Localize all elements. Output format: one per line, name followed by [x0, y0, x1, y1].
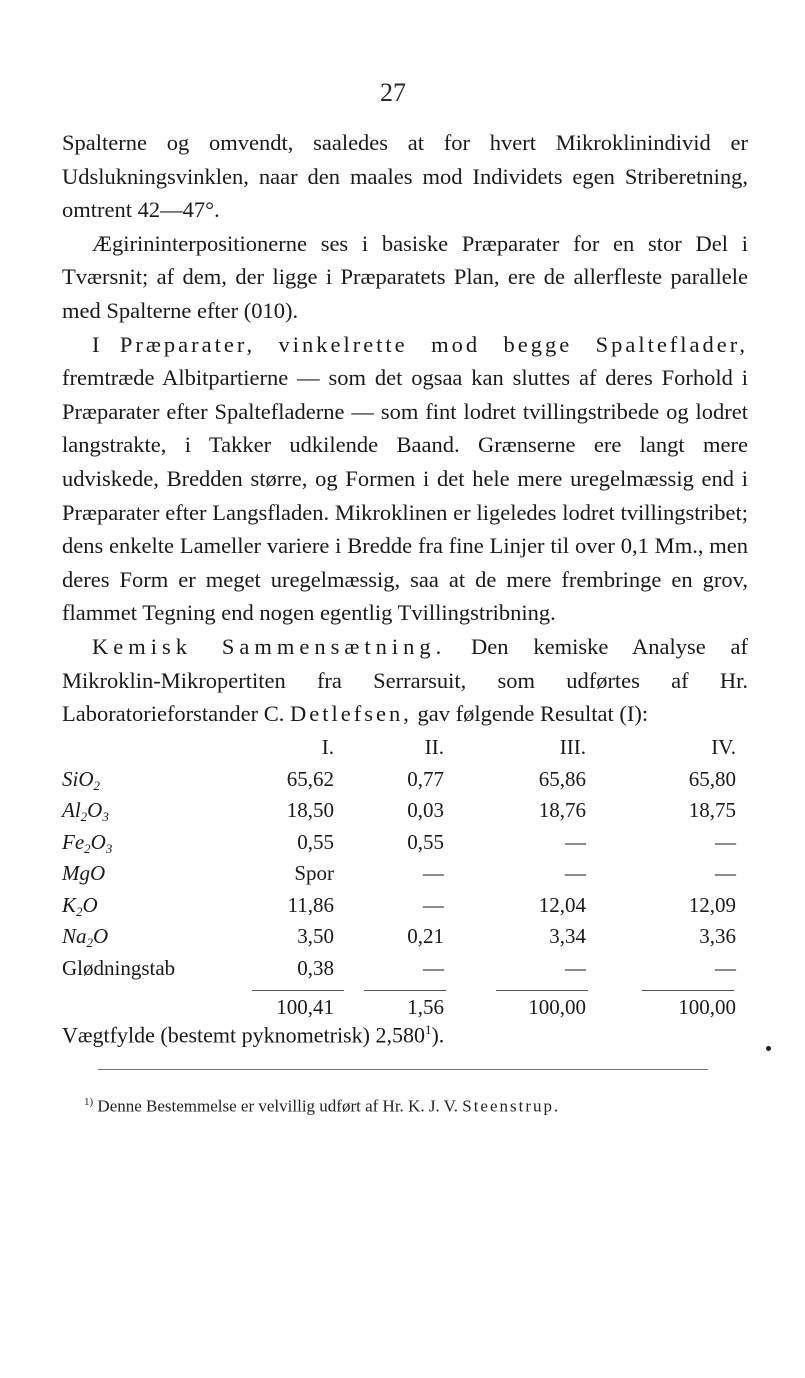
paragraph-segment: fremtræde Albitpartierne — som det ogsaa kan sluttes af deres Forhold i Præparater efter Spaltefladerne — som fint lodret tvillingstribede og lodret langstrakte, i Takker udkilende Baand. Grænserne ere langt mere udviskede, Bredden større, og Formen i det hele mere uregelmæssig end i Præparater efter Langsfladen. Mikroklinen er ligeledes lodret tvillingstribet; dens enkelte Lameller variere i Bredde fra fine Linjer til over 0,1 Mm., men deres Form er meget uregelmæssig, saa at de mere frembringe en grov, flammet Tegning end nogen egentlig Tvillingstribning.: [62, 365, 748, 626]
table-cell: 0,21: [407, 924, 444, 948]
table-total-cell: 100,41: [276, 995, 334, 1019]
formula-part: O: [82, 892, 98, 917]
footnote-text: Denne Bestemmelse er velvillig udført af Hr. K. J. V.: [97, 1096, 463, 1116]
formula-subscript: 2: [84, 840, 91, 856]
paragraph-segment: Detlefsen,: [290, 701, 412, 727]
table-cell: —: [423, 892, 444, 917]
table-cell: —: [565, 861, 586, 885]
body-text: [62, 126, 748, 731]
table-cell: 3,36: [699, 924, 736, 948]
table-total-cell: 100,00: [678, 995, 736, 1019]
sum-rule: [496, 990, 588, 991]
table-cell: 0,03: [407, 798, 444, 822]
formula-part: MgO: [62, 861, 106, 885]
footnote-divider: [98, 1069, 708, 1070]
paragraph-segment: Kemisk Sammensætning.: [92, 633, 447, 659]
table-cell: —: [715, 861, 736, 885]
table-header-row: [62, 732, 752, 764]
footnote-mark: 1): [84, 1096, 94, 1108]
table-cell: 12,04: [538, 892, 586, 917]
table-cell: —: [715, 955, 736, 980]
page-number: 27: [380, 78, 406, 107]
table-row: [62, 890, 752, 922]
formula-subscript: 2: [86, 935, 94, 950]
table-cell: —: [423, 955, 444, 980]
formula-part: Glødningstab: [62, 955, 176, 980]
formula-part: Fe: [62, 829, 85, 854]
ink-dot: [766, 1046, 771, 1051]
paragraph-segment: Den kemiske Analyse af Mikroklin-Mikropertiten fra Serrarsuit, som udførtes af Hr. Laboratorieforstander C.: [62, 633, 749, 727]
table-cell: 18,50: [286, 798, 334, 822]
formula-subscript: 3: [105, 840, 113, 856]
footnote: [84, 1096, 560, 1117]
table-cell: 65,62: [286, 766, 334, 791]
table-cell: 65,80: [688, 766, 736, 791]
sum-rule: [252, 990, 344, 991]
table-row: [62, 921, 752, 953]
table-cell: 12,09: [688, 892, 736, 917]
density-text-end: ).: [431, 1022, 445, 1048]
paragraph-segment: Ægirininterpositionerne ses i basiske Præparater for en stor Del i Tværsnit; af dem, der ligge i Præparatets Plan, ere de allerfleste parallele med Spalterne efter (010).: [62, 230, 748, 323]
table-column-header: I.: [321, 735, 334, 759]
table-row: [62, 827, 752, 859]
paragraph-segment: Præparater, vinkelrette mod begge Spalteflader,: [119, 331, 748, 357]
paragraph-segment: Spalterne og omvendt, saaledes at for hvert Mikroklinindivid er Udslukningsvinklen, naar den maales mod Individets egen Striberetning, omtrent 42—47°.: [62, 130, 748, 223]
table-column-header: II.: [424, 735, 444, 759]
formula-part: O: [93, 924, 109, 948]
density-text: Vægtfylde (bestemt pyknometrisk) 2,580: [62, 1022, 425, 1048]
sum-rule: [642, 990, 734, 991]
table-row-label: [62, 858, 212, 890]
footnote-signature: Steenstrup.: [462, 1096, 561, 1116]
table-cell: —: [565, 829, 586, 854]
table-cell: 0,55: [297, 829, 334, 854]
formula-part: O: [87, 798, 103, 822]
table-cell: 3,50: [297, 924, 334, 948]
table-cell: 65,86: [538, 766, 586, 791]
table-cell: 0,38: [297, 955, 334, 980]
table-cell: 11,86: [287, 892, 334, 917]
formula-subscript: 2: [93, 777, 100, 793]
paragraph-segment: I: [92, 331, 120, 357]
table-cell: 0,55: [407, 829, 444, 854]
table-row: [62, 795, 752, 827]
table-cell: —: [715, 829, 736, 854]
table-cell: 18,76: [538, 798, 586, 822]
formula-part: Al: [62, 798, 81, 822]
table-row: [62, 764, 752, 796]
table-total-cell: 1,56: [407, 995, 444, 1019]
table-cell: —: [565, 955, 586, 980]
analysis-table: [62, 732, 752, 1024]
sum-rule: [364, 990, 446, 991]
table-cell: 3,34: [549, 924, 586, 948]
table-total-row: [62, 992, 752, 1024]
paragraph: [62, 126, 748, 227]
table-total-cell: 100,00: [528, 995, 586, 1019]
sum-rule-row: [62, 984, 752, 992]
table-column-header: III.: [559, 735, 586, 759]
table-cell: 18,75: [688, 798, 736, 822]
paragraph: [62, 328, 748, 630]
formula-part: K: [62, 892, 77, 917]
table-row: [62, 953, 752, 985]
paragraph-segment: gav følgende Resultat (I):: [411, 701, 649, 727]
table-row: [62, 858, 752, 890]
footnote-ref[interactable]: 1: [424, 1022, 432, 1037]
table-cell: —: [423, 861, 444, 885]
table-column-header: IV.: [711, 735, 736, 759]
paragraph: [62, 227, 748, 328]
table-cell: 0,77: [407, 766, 444, 791]
formula-subscript: 2: [76, 903, 83, 919]
formula-part: Na: [62, 924, 87, 948]
table-cell: Spor: [294, 861, 334, 885]
density-line: [62, 1022, 444, 1048]
paragraph: [62, 630, 748, 731]
formula-subscript: 2: [80, 809, 88, 824]
formula-subscript: 3: [102, 809, 109, 824]
table-row-label: [62, 953, 212, 985]
formula-part: O: [90, 829, 106, 854]
formula-part: SiO: [62, 766, 94, 791]
